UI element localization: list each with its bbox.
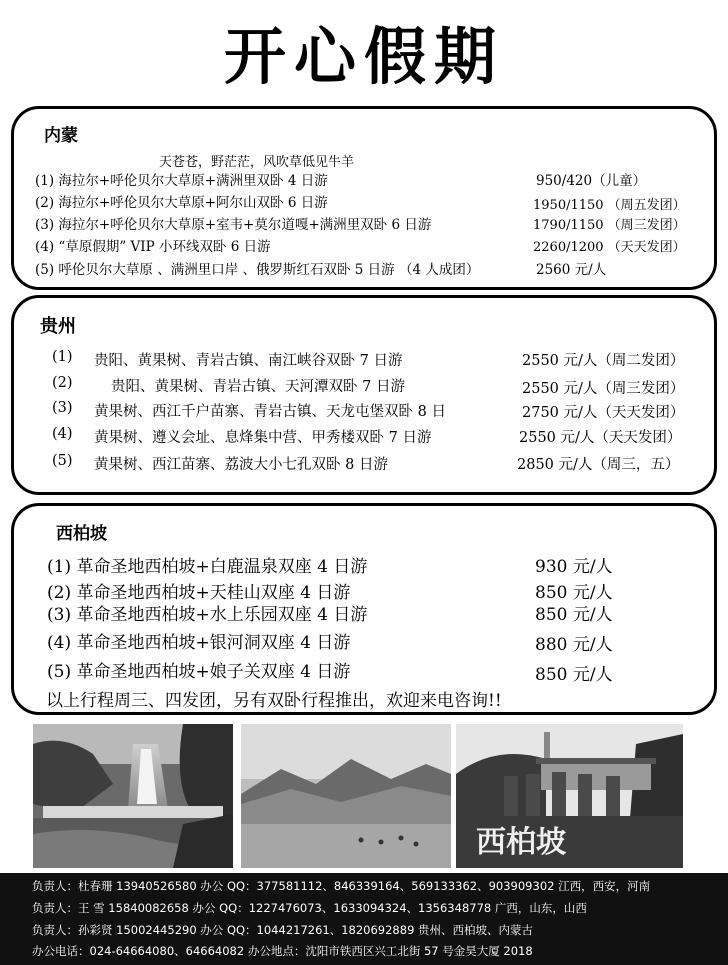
list-item: (2) 海拉尔+呼伦贝尔大草原+阿尔山双卧 6 日游 [35,195,328,211]
item-price: 950/420（儿童） [536,173,647,189]
item-number: (3) [52,400,73,416]
list-item: (4) “草原假期” VIP 小环线双卧 6 日游 [35,239,271,255]
item-price: 2550 元/人（天天发团） [519,430,682,446]
list-item: 贵阳、黄果树、青岩古镇、南江峡谷双卧 7 日游 [94,353,403,369]
item-number: (1) [52,349,73,365]
list-item: (1) 革命圣地西柏坡+白鹿温泉双座 4 日游 [47,557,368,577]
item-price: 850 元/人 [535,665,613,685]
section-title-inner-mongolia: 内蒙 [44,126,78,146]
item-price: 850 元/人 [535,605,613,625]
list-item: 黄果树、西江苗寨、荔波大小七孔双卧 8 日游 [94,457,388,473]
list-item: (3) 革命圣地西柏坡+水上乐园双座 4 日游 [47,605,368,625]
list-item: (4) 革命圣地西柏坡+银河洞双座 4 日游 [47,633,351,653]
section-title-guizhou: 贵州 [40,316,76,337]
section-xibaipo [11,503,717,715]
xibaipo-memorial-photo [456,724,683,868]
list-item: (3) 海拉尔+呼伦贝尔大草原+室韦+莫尔道嘎+满洲里双卧 6 日游 [35,217,432,233]
item-number: (4) [52,426,73,442]
list-item: 黄果树、西江千户苗寨、青岩古镇、天龙屯堡双卧 8 日 [94,404,446,420]
section-title-xibaipo: 西柏坡 [56,524,107,544]
footnote: 以上行程周三、四发团，另有双卧行程推出，欢迎来电咨询!! [46,691,502,711]
contact-line: 负责人：孙彩贤 15002445290 办公 QQ：1044217261、1820692889 贵州、西柏坡、内蒙古 [32,923,534,937]
page-title: 开心假期 [223,20,504,93]
item-number: (5) [52,453,73,469]
waterfall-photo [33,724,233,868]
item-price: 2550 元/人（周三发团） [522,381,685,397]
item-price: 850 元/人 [535,583,613,603]
contact-footer [0,873,728,965]
grassland-photo [241,724,451,868]
list-item: 黄果树、遵义会址、息烽集中营、甲秀楼双卧 7 日游 [94,430,432,446]
item-price: 2260/1200 （天天发团） [533,240,686,255]
item-price: 2560 元/人 [536,262,607,278]
contact-line: 负责人：王 雪 15840082658 办公 QQ：1227476073、1633094324、1356348778 广西，山东，山西 [32,901,587,915]
item-number: (2) [52,375,73,391]
list-item: (5) 革命圣地西柏坡+娘子关双座 4 日游 [47,662,351,682]
item-price: 880 元/人 [535,635,613,655]
contact-line: 办公电话：024-64664080、64664082 办公地点：沈阳市铁西区兴工北街 57 号金昊大厦 2018 [32,944,533,958]
item-price: 2550 元/人（周二发团） [522,353,685,369]
item-price: 1950/1150 （周五发团） [533,198,686,213]
memorial-sign-text: 西柏坡 [476,825,566,860]
list-item: 贵阳、黄果树、青岩古镇、天河潭双卧 7 日游 [111,379,405,395]
tagline: 天苍苍，野茫茫，风吹草低见牛羊 [159,155,355,170]
section-inner-mongolia [11,106,717,290]
list-item: (1) 海拉尔+呼伦贝尔大草原+满洲里双卧 4 日游 [35,173,328,189]
item-price: 2850 元/人（周三，五） [517,457,680,473]
item-price: 930 元/人 [535,557,613,577]
item-price: 1790/1150 （周三发团） [533,218,686,233]
list-item: (5) 呼伦贝尔大草原 、满洲里口岸 、俄罗斯红石双卧 5 日游 （4 人成团） [35,262,480,278]
section-guizhou [11,295,717,495]
item-price: 2750 元/人（天天发团） [522,405,685,421]
list-item: (2) 革命圣地西柏坡+天桂山双座 4 日游 [47,583,351,603]
contact-line: 负责人：杜春珊 13940526580 办公 QQ：377581112、846339164、569133362、903909302 江西，西安，河南 [32,879,651,893]
